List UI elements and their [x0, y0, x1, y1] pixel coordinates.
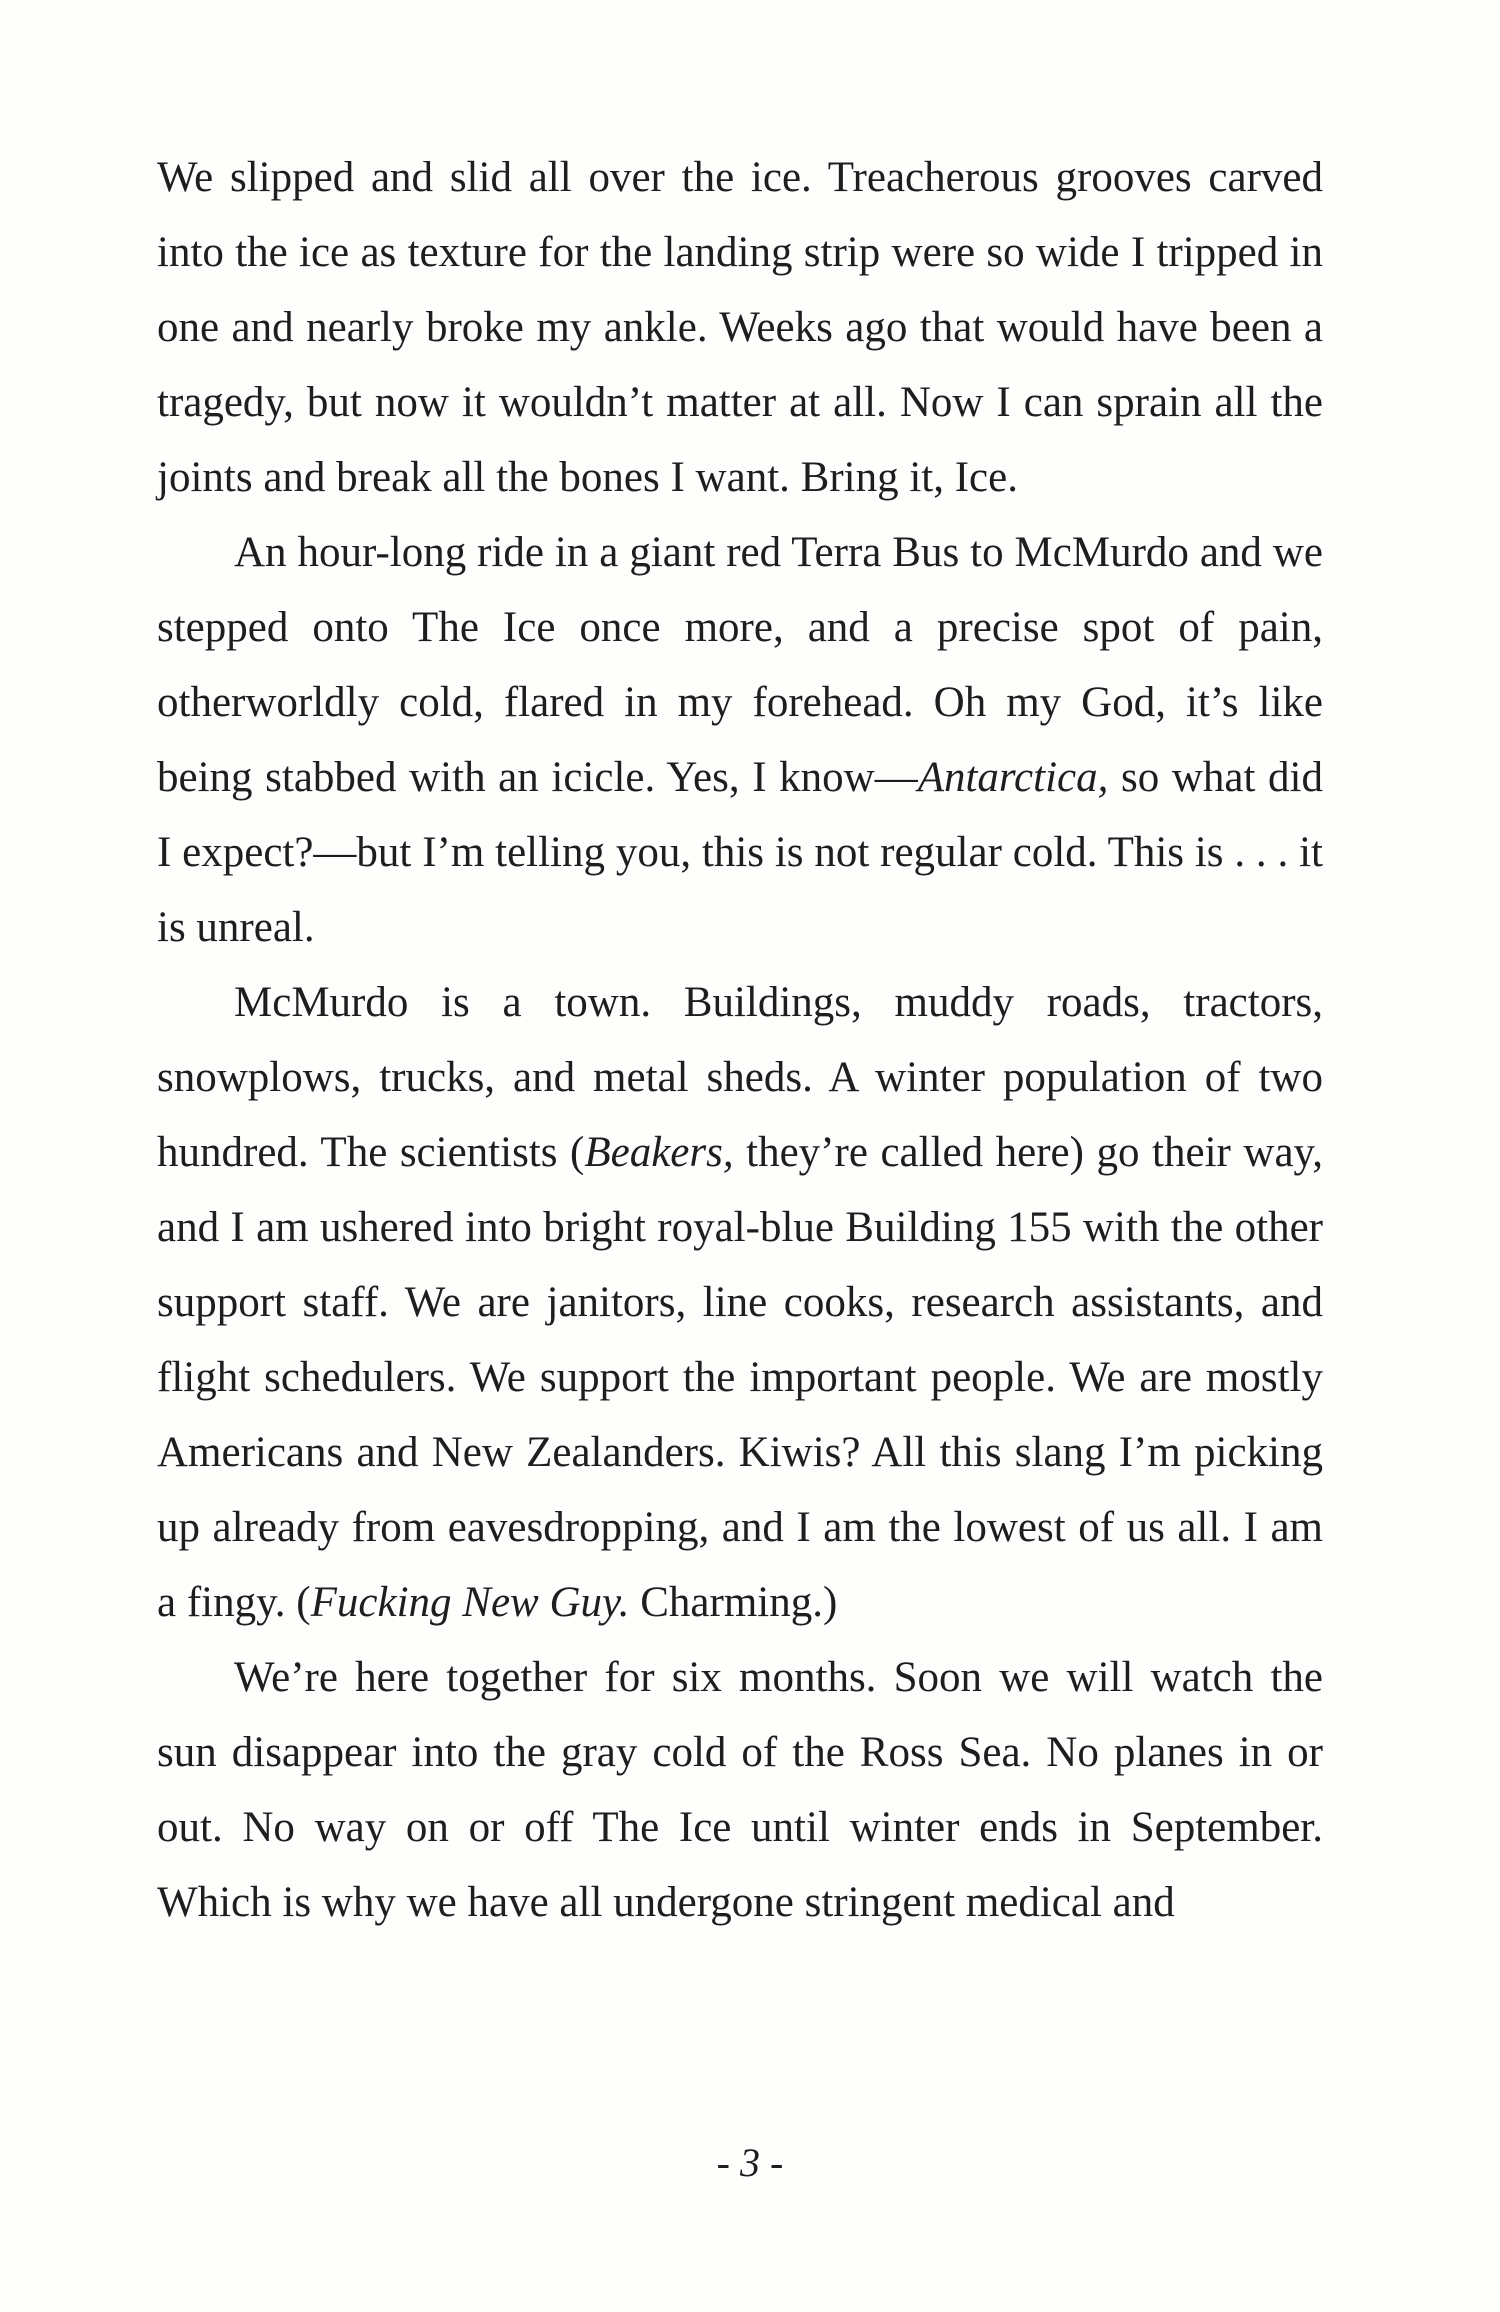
text-run: Charming.) — [629, 1579, 838, 1626]
body-text — [157, 140, 1323, 1940]
italic-run: Fucking New Guy. — [310, 1579, 630, 1626]
text-run: McMurdo is a town. Buildings, muddy roads, tractors, snowplows, trucks, and metal sheds. A winter population of two hundred. The scientists ( — [157, 979, 1323, 1176]
text-run: so what did I expect?—but I’m telling you, this is not regular cold. This is . . . it is unreal. — [157, 754, 1323, 951]
italic-run: Antarctica, — [917, 754, 1109, 801]
text-run: We slipped and slid all over the ice. Treacherous grooves carved into the ice as texture for the landing strip were so wide I tripped in one and nearly broke my ankle. Weeks ago that would have been a tragedy, but now it wouldn’t matter at all. Now I can sprain all the joints and break all the bones I want. Bring it, Ice. — [157, 154, 1323, 501]
text-run: An hour-long ride in a giant red Terra Bus to McMurdo and we stepped onto The Ice once more, and a precise spot of pain, otherworldly cold, flared in my forehead. Oh my God, it’s like being stabbed with an icicle. Yes, I know— — [157, 529, 1323, 801]
text-run: We’re here together for six months. Soon we will watch the sun disappear into the gray cold of the Ross Sea. No planes in or out. No way on or off The Ice until winter ends in September. Which is why we have all undergone stringent medical and — [157, 1654, 1323, 1926]
text-run: they’re called here) go their way, and I am ushered into bright royal-blue Building 155 with the other support staff. We are janitors, line cooks, research assistants, and flight schedulers. We support the important people. We are mostly Americans and New Zealanders. Kiwis? All this slang I’m picking up already from eavesdropping, and I am the lowest of us all. I am a fingy. ( — [157, 1129, 1323, 1626]
paragraph — [157, 965, 1323, 1640]
paragraph — [157, 515, 1323, 965]
italic-run: Beakers, — [584, 1129, 734, 1176]
paragraph — [157, 1640, 1323, 1940]
page-number: - 3 - — [716, 2140, 784, 2185]
paragraph — [157, 140, 1323, 515]
